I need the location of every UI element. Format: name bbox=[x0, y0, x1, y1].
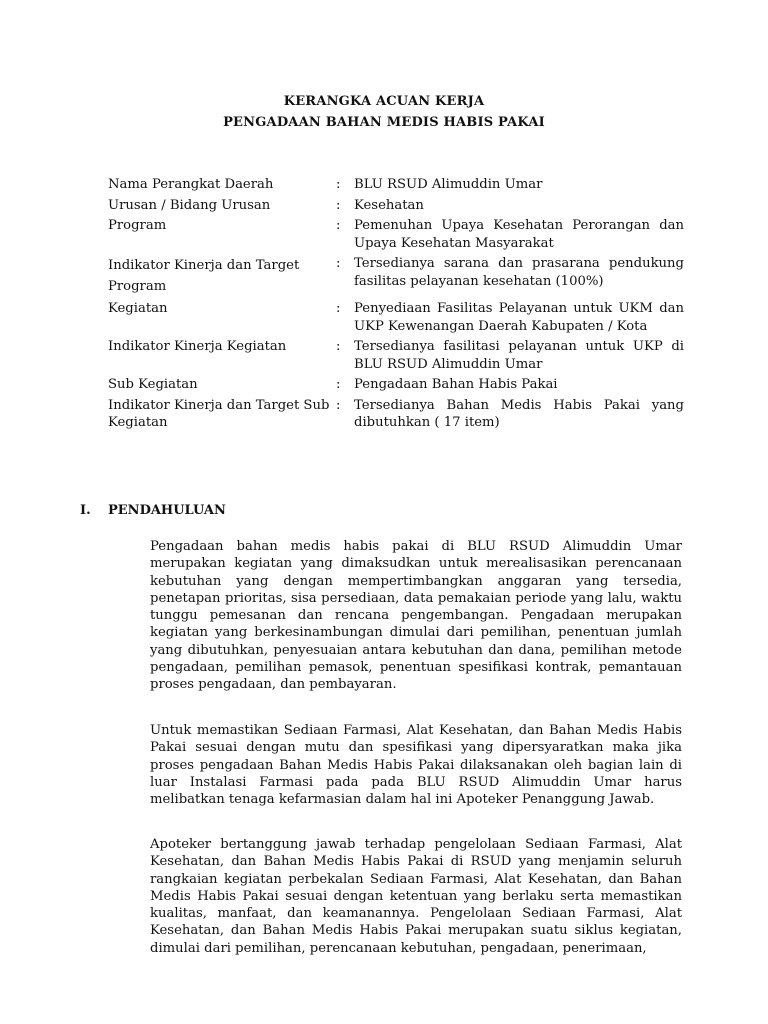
identity-value: BLU RSUD Alimuddin Umar bbox=[354, 177, 543, 192]
identity-value: Kesehatan bbox=[354, 197, 424, 213]
identity-colon: : bbox=[336, 218, 341, 233]
identity-row bbox=[108, 338, 684, 373]
identity-colon: : bbox=[336, 197, 341, 213]
identity-row bbox=[108, 300, 684, 335]
identity-colon: : bbox=[336, 377, 341, 392]
identity-row bbox=[108, 376, 684, 394]
document-title-line1: KERANGKA ACUAN KERJA bbox=[283, 94, 485, 109]
section-number: I. bbox=[80, 503, 91, 518]
identity-row bbox=[108, 397, 684, 432]
identity-colon: : bbox=[336, 301, 341, 316]
identity-label: Urusan / Bidang Urusan bbox=[108, 197, 271, 213]
identity-value: Penyediaan Fasilitas Pelayanan untuk UKM dan UKP Kewenangan Daerah Kabupaten / Kota bbox=[354, 301, 684, 334]
identity-value: Pemenuhan Upaya Kesehatan Perorangan dan Upaya Kesehatan Masyarakat bbox=[354, 218, 684, 251]
identity-label: Kegiatan bbox=[108, 301, 168, 316]
paragraph: Apoteker bertanggung jawab terhadap pengelolaan Sediaan Farmasi, Alat Kesehatan, dan Bahan Medis Habis Pakai di RSUD yang menjamin seluruh rangkaian kegiatan perbekalan Sediaan Farmasi, Alat Kesehatan, dan Bahan Medis Habis Pakai sesuai dengan ketentuan yang berlaku serta memastikan kualitas, manfaat, dan keamanannya. Pengelolaan Sediaan Farmasi, Alat Kesehatan, dan Bahan Medis Habis Pakai merupakan suatu siklus kegiatan, dimulai dari pemilihan, perencanaan kebutuhan, pengadaan, penerimaan, bbox=[150, 837, 682, 956]
identity-row bbox=[108, 217, 684, 252]
document-title-line2: PENGADAAN BAHAN MEDIS HABIS PAKAI bbox=[223, 115, 545, 130]
identity-colon: : bbox=[336, 256, 341, 271]
identity-label: Nama Perangkat Daerah bbox=[108, 177, 274, 192]
identity-row bbox=[108, 255, 684, 297]
identity-table bbox=[108, 176, 684, 432]
identity-colon: : bbox=[336, 397, 341, 413]
identity-row bbox=[108, 197, 684, 215]
paragraph: Pengadaan bahan medis habis pakai di BLU RSUD Alimuddin Umar merupakan kegiatan yang dimaksudkan untuk merealisasikan perencanaan kebutuhan yang dengan mempertimbangkan anggaran yang tersedia, penetapan prioritas, sisa persediaan, data pemakaian periode yang lalu, waktu tunggu pemesanan dan rencana pengembangan. Pengadaan merupakan kegiatan yang berkesinambungan dimulai dari pemilihan, penentuan jumlah yang dibutuhkan, penyesuaian antara kebutuhan dan dana, pemilihan metode pengadaan, pemilihan pemasok, penentuan spesifikasi kontrak, pemantauan proses pengadaan, dan pembayaran. bbox=[150, 539, 682, 693]
identity-label: Indikator Kinerja Kegiatan bbox=[108, 339, 287, 354]
identity-label: Indikator Kinerja dan Target Program bbox=[108, 258, 300, 294]
identity-value: Tersedianya fasilitasi pelayanan untuk UKP di BLU RSUD Alimuddin Umar bbox=[354, 339, 684, 372]
identity-label: Sub Kegiatan bbox=[108, 377, 198, 392]
identity-colon: : bbox=[336, 339, 341, 354]
identity-row bbox=[108, 176, 684, 194]
identity-label: Indikator Kinerja dan Target Sub Kegiatan bbox=[108, 397, 330, 430]
paragraph: Untuk memastikan Sediaan Farmasi, Alat Kesehatan, dan Bahan Medis Habis Pakai sesuai dengan mutu dan spesifikasi yang dipersyaratkan maka jika proses pengadaan Bahan Medis Habis Pakai dilaksanakan oleh bagian lain di luar Instalasi Farmasi pada pada BLU RSUD Alimuddin Umar harus melibatkan tenaga kefarmasian dalam hal ini Apoteker Penanggung Jawab. bbox=[150, 723, 682, 808]
identity-value: Tersedianya Bahan Medis Habis Pakai yang dibutuhkan ( 17 item) bbox=[354, 397, 684, 430]
identity-colon: : bbox=[336, 177, 341, 192]
identity-label: Program bbox=[108, 218, 167, 233]
identity-value: Tersedianya sarana dan prasarana pendukung fasilitas pelayanan kesehatan (100%) bbox=[354, 256, 684, 289]
section-heading: PENDAHULUAN bbox=[108, 503, 226, 518]
identity-value: Pengadaan Bahan Habis Pakai bbox=[354, 377, 558, 392]
